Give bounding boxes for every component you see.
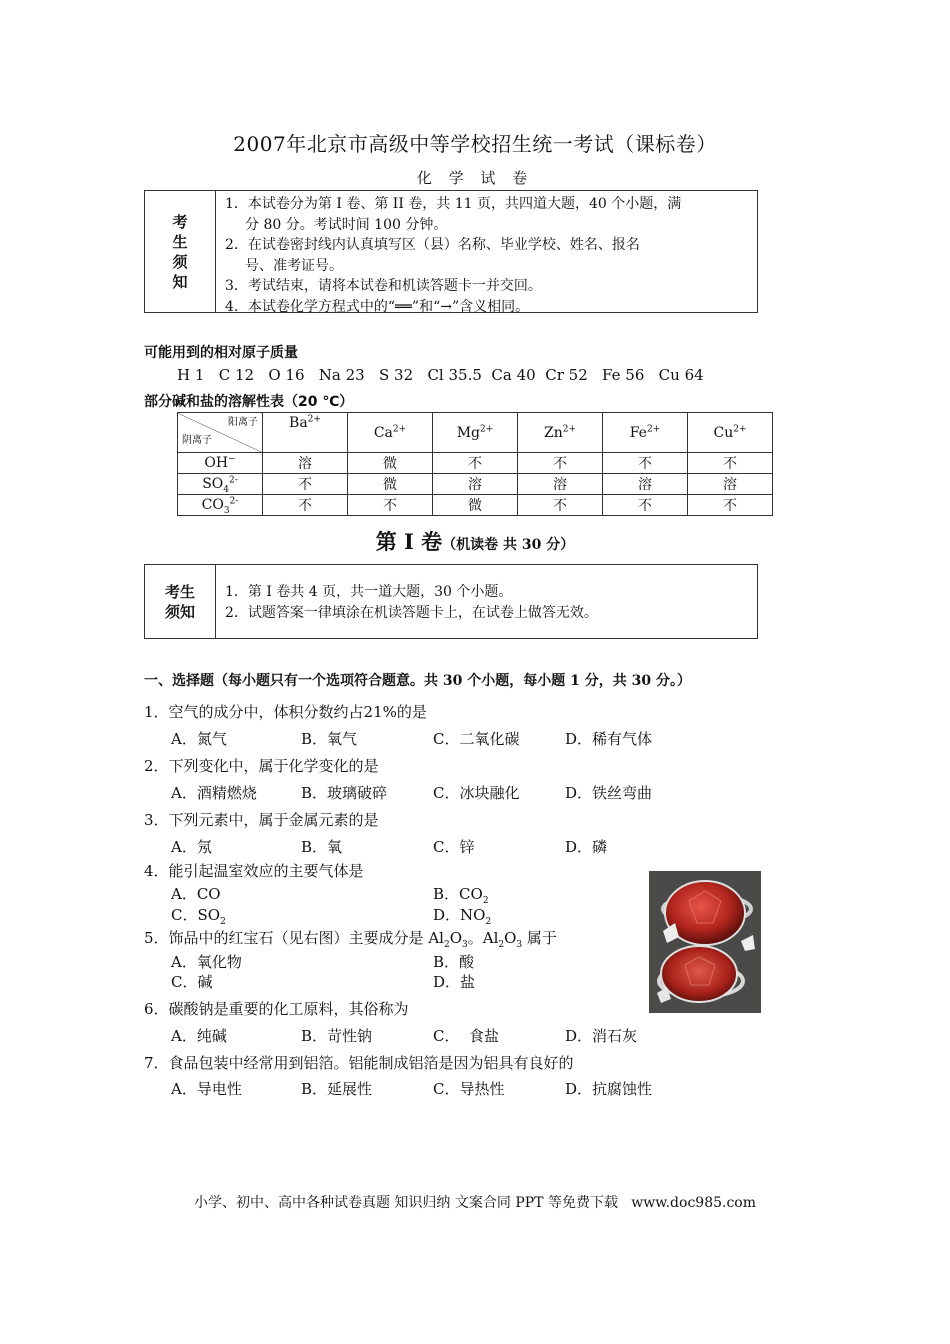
option-a: A．氮气 bbox=[171, 730, 227, 748]
question-stem: 3．下列元素中，属于金属元素的是 bbox=[144, 811, 379, 829]
notice-label-line: 须知 bbox=[164, 602, 195, 621]
option-a: A．导电性 bbox=[171, 1080, 242, 1098]
option-b: B．酸 bbox=[433, 953, 475, 971]
notice-label-line: 考生 bbox=[164, 582, 195, 601]
question-stem: 6．碳酸钠是重要的化工原料，其俗称为 bbox=[144, 1000, 409, 1018]
option-d: D．$NO_2$ bbox=[433, 906, 492, 927]
solubility-cell: 微 bbox=[433, 495, 518, 516]
section-title bbox=[0, 526, 950, 556]
option-a: A．氖 bbox=[171, 838, 212, 856]
solubility-cell: 不 bbox=[603, 495, 688, 516]
option-a: A．CO bbox=[171, 885, 221, 903]
option-c: C．导热性 bbox=[433, 1080, 505, 1098]
option-b: B．氧气 bbox=[301, 730, 358, 748]
notice-label-char: 须 bbox=[172, 252, 188, 271]
notice-item: 1．本试卷分为第 I 卷、第 II 卷，共 11 页，共四道大题，40 个小题，满 bbox=[225, 196, 682, 212]
part-heading: 一、选择题（每小题只有一个选项符合题意。共 30 个小题，每小题 1 分，共 30 分。） bbox=[144, 673, 691, 689]
notice-label bbox=[145, 565, 216, 638]
notice-item: 1．第 I 卷共 4 页，共一道大题，30 个小题。 bbox=[225, 584, 513, 600]
notice-item: 2．试题答案一律填涂在机读答题卡上，在试卷上做答无效。 bbox=[225, 605, 598, 621]
cation-header: $Cu^{2+}$ bbox=[688, 413, 773, 453]
solubility-cell: 溶 bbox=[603, 474, 688, 495]
anion-cell: $SO_4^{2-}$ bbox=[178, 474, 263, 495]
option-c: C．碱 bbox=[171, 973, 213, 991]
solubility-cell: 溶 bbox=[688, 474, 773, 495]
solubility-cell: 溶 bbox=[518, 474, 603, 495]
question-stem: 5．饰品中的红宝石（见右图）主要成分是 $Al_2O_3$。$Al_2O_3$ 属于 bbox=[144, 929, 557, 950]
notice-label-char: 知 bbox=[172, 272, 188, 291]
notice-items bbox=[225, 582, 751, 624]
notice-item-continued: 号、准考证号。 bbox=[245, 257, 343, 274]
option-d: D．消石灰 bbox=[565, 1027, 638, 1045]
solubility-cell: 微 bbox=[348, 453, 433, 474]
atomic-mass-values: H 1 C 12 O 16 Na 23 S 32 Cl 35.5 Ca 40 Cr 52 Fe 56 Cu 64 bbox=[177, 366, 704, 384]
option-b: B．玻璃破碎 bbox=[301, 784, 388, 802]
option-a: A．酒精燃烧 bbox=[171, 784, 257, 802]
corner-cation-label: 阳离子 bbox=[228, 417, 258, 428]
ruby-ring-icon bbox=[649, 871, 761, 1013]
table-row bbox=[178, 453, 773, 474]
footer-text: 小学、初中、高中各种试卷真题 知识归纳 文案合同 PPT 等免费下载 www.doc985.com bbox=[193, 1195, 756, 1211]
option-b: B．氧 bbox=[301, 838, 343, 856]
option-c: C． 食盐 bbox=[433, 1027, 500, 1045]
solubility-cell: 微 bbox=[348, 474, 433, 495]
solubility-cell: 不 bbox=[263, 474, 348, 495]
exam-notice-box bbox=[144, 190, 758, 313]
option-d: D．抗腐蚀性 bbox=[565, 1080, 653, 1098]
section-title-note: （机读卷 共 30 分） bbox=[442, 537, 575, 553]
option-d: D．磷 bbox=[565, 838, 608, 856]
table-row bbox=[178, 474, 773, 495]
solubility-cell: 不 bbox=[263, 495, 348, 516]
solubility-heading: 部分碱和盐的溶解性表（20 ℃） bbox=[144, 394, 354, 410]
cation-header: $Ca^{2+}$ bbox=[348, 413, 433, 453]
question-stem: 4．能引起温室效应的主要气体是 bbox=[144, 862, 364, 880]
notice-label bbox=[145, 191, 216, 312]
option-d: D．稀有气体 bbox=[565, 730, 653, 748]
cation-header: $Mg^{2+}$ bbox=[433, 413, 518, 453]
atomic-mass-heading: 可能用到的相对原子质量 bbox=[144, 345, 298, 361]
anion-cell: OH− bbox=[178, 453, 263, 474]
notice-item: 3．考试结束，请将本试卷和机读答题卡一并交回。 bbox=[225, 278, 542, 294]
notice-label-char: 生 bbox=[172, 232, 188, 251]
solubility-cell: 不 bbox=[348, 495, 433, 516]
option-b: B．苛性钠 bbox=[301, 1027, 373, 1045]
notice-item-continued: 分 80 分。考试时间 100 分钟。 bbox=[245, 216, 448, 233]
solubility-cell: 不 bbox=[688, 453, 773, 474]
option-c: C．$SO_2$ bbox=[171, 906, 226, 927]
table-corner-cell bbox=[178, 413, 263, 453]
question-stem: 2．下列变化中，属于化学变化的是 bbox=[144, 757, 379, 775]
option-b: B．$CO_2$ bbox=[433, 885, 489, 906]
solubility-table bbox=[177, 412, 773, 516]
cation-header: $Fe^{2+}$ bbox=[603, 413, 688, 453]
solubility-cell: 不 bbox=[518, 495, 603, 516]
question-stem: 1．空气的成分中，体积分数约占21%的是 bbox=[144, 703, 427, 721]
exam-subtitle: 化 学 试 卷 bbox=[416, 169, 534, 187]
solubility-cell: 溶 bbox=[263, 453, 348, 474]
solubility-cell: 不 bbox=[603, 453, 688, 474]
notice-items bbox=[225, 194, 751, 317]
question-stem: 7．食品包装中经常用到铝箔。铝能制成铝箔是因为铝具有良好的 bbox=[144, 1054, 574, 1072]
notice-item: 2．在试卷密封线内认真填写区（县）名称、毕业学校、姓名、报名 bbox=[225, 237, 640, 253]
option-b: B．延展性 bbox=[301, 1080, 373, 1098]
option-d: D．盐 bbox=[433, 973, 476, 991]
notice-item: 4．本试卷化学方程式中的“══”和“→”含义相同。 bbox=[225, 298, 530, 315]
solubility-cell: 不 bbox=[688, 495, 773, 516]
solubility-cell: 不 bbox=[518, 453, 603, 474]
corner-anion-label: 阴离子 bbox=[182, 435, 212, 446]
option-c: C．冰块融化 bbox=[433, 784, 520, 802]
exam-title: 2007年北京市高级中等学校招生统一考试（课标卷） bbox=[233, 132, 717, 156]
option-c: C．锌 bbox=[433, 838, 475, 856]
cation-header: $Zn^{2+}$ bbox=[518, 413, 603, 453]
solubility-cell: 不 bbox=[433, 453, 518, 474]
table-row bbox=[178, 495, 773, 516]
option-a: A．纯碱 bbox=[171, 1027, 227, 1045]
solubility-cell: 溶 bbox=[433, 474, 518, 495]
option-d: D．铁丝弯曲 bbox=[565, 784, 653, 802]
anion-cell: $CO_3^{2-}$ bbox=[178, 495, 263, 516]
section-notice-box bbox=[144, 564, 758, 639]
option-a: A．氧化物 bbox=[171, 953, 242, 971]
cation-header: $Ba^{2+}$ bbox=[263, 413, 348, 453]
ruby-ring-photo bbox=[649, 871, 761, 1013]
notice-label-char: 考 bbox=[172, 212, 188, 231]
section-title-main: 第 I 卷 bbox=[375, 529, 443, 554]
option-c: C．二氧化碳 bbox=[433, 730, 520, 748]
